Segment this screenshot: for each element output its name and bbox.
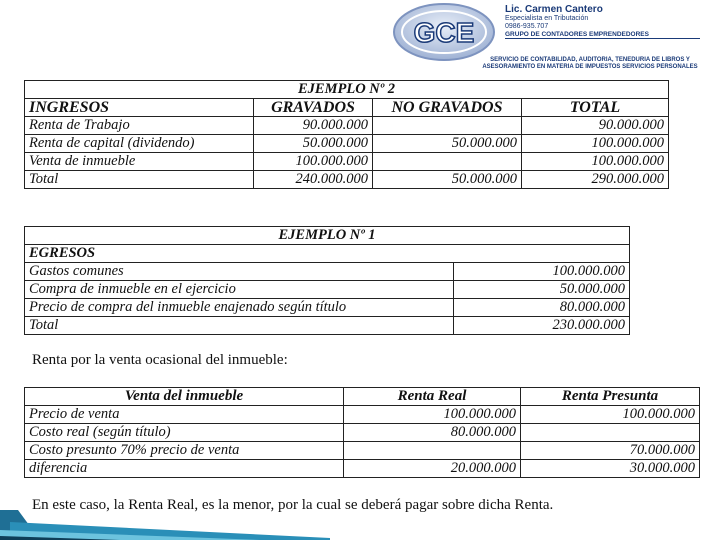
cell-value: 50.000.000	[254, 135, 373, 153]
cell-value: 90.000.000	[522, 117, 669, 135]
col-ingresos: INGRESOS	[25, 99, 254, 117]
table-row	[25, 424, 700, 442]
cell-value: 240.000.000	[254, 171, 373, 189]
cell-value	[521, 424, 700, 442]
col-venta-inmueble: Venta del inmueble	[25, 388, 344, 406]
cell-value: 100.000.000	[522, 135, 669, 153]
table-row	[25, 442, 700, 460]
contact-block	[505, 4, 720, 39]
table-row	[25, 117, 669, 135]
contact-name: Lic. Carmen Cantero	[505, 4, 603, 15]
row-label: Venta de inmueble	[25, 153, 254, 171]
table-row	[25, 135, 669, 153]
logo-text: GCE	[413, 17, 475, 48]
gce-logo	[392, 2, 502, 62]
cell-value: 90.000.000	[254, 117, 373, 135]
table-row	[25, 281, 630, 299]
cell-value: 230.000.000	[454, 317, 630, 335]
cell-value: 100.000.000	[454, 263, 630, 281]
cell-value: 100.000.000	[522, 153, 669, 171]
cell-value: 50.000.000	[373, 135, 522, 153]
row-label: Renta de Trabajo	[25, 117, 254, 135]
table-row-total	[25, 317, 630, 335]
ejemplo-1-table	[24, 226, 630, 335]
row-label: Costo presunto 70% precio de venta	[25, 442, 344, 460]
row-label: Costo real (según título)	[25, 424, 344, 442]
conclusion-text: En este caso, la Renta Real, es la menor, por la cual se deberá pagar sobre dicha Renta.	[32, 497, 554, 513]
table-row-total	[25, 171, 669, 189]
row-label: Precio de venta	[25, 406, 344, 424]
cell-value: 100.000.000	[344, 406, 521, 424]
table-row	[25, 406, 700, 424]
ejemplo-1-title: EJEMPLO Nº 1	[25, 227, 630, 245]
row-label: Total	[25, 171, 254, 189]
cell-value: 100.000.000	[254, 153, 373, 171]
contact-services: SERVICIO DE CONTABILIDAD, AUDITORIA, TENEDURIA DE LIBROS Y ASESORAMIENTO EN MATERIA DE IMPUESTOS SERVICIOS PERSONALES	[482, 57, 698, 70]
contact-phone: 0986-935.707	[505, 23, 549, 30]
cell-value: 80.000.000	[344, 424, 521, 442]
contact-group: GRUPO DE CONTADORES EMPRENDEDORES	[505, 31, 700, 39]
cell-value	[373, 153, 522, 171]
venta-caption: Renta por la venta ocasional del inmueble:	[32, 352, 288, 368]
col-no-gravados: NO GRAVADOS	[373, 99, 522, 117]
col-total: TOTAL	[522, 99, 669, 117]
row-label: Total	[25, 317, 454, 335]
row-label: Renta de capital (dividendo)	[25, 135, 254, 153]
cell-value	[373, 117, 522, 135]
row-label: Gastos comunes	[25, 263, 454, 281]
cell-value: 80.000.000	[454, 299, 630, 317]
cell-value: 70.000.000	[521, 442, 700, 460]
contact-subtitle: Especialista en Tributación	[505, 15, 589, 22]
cell-value: 290.000.000	[522, 171, 669, 189]
cell-value: 50.000.000	[454, 281, 630, 299]
row-label: Precio de compra del inmueble enajenado según título	[25, 299, 454, 317]
row-label: diferencia	[25, 460, 344, 478]
cell-value: 20.000.000	[344, 460, 521, 478]
venta-inmueble-table	[24, 387, 700, 478]
decorative-swoosh	[0, 510, 330, 540]
table-row	[25, 263, 630, 281]
table-row	[25, 153, 669, 171]
egresos-heading: EGRESOS	[25, 245, 630, 263]
col-renta-presunta: Renta Presunta	[521, 388, 700, 406]
cell-value	[344, 442, 521, 460]
table-row	[25, 299, 630, 317]
ejemplo-2-table	[24, 80, 669, 189]
col-gravados: GRAVADOS	[254, 99, 373, 117]
cell-value: 50.000.000	[373, 171, 522, 189]
table-row	[25, 460, 700, 478]
col-renta-real: Renta Real	[344, 388, 521, 406]
cell-value: 30.000.000	[521, 460, 700, 478]
ejemplo-2-title: EJEMPLO Nº 2	[25, 81, 669, 99]
row-label: Compra de inmueble en el ejercicio	[25, 281, 454, 299]
cell-value: 100.000.000	[521, 406, 700, 424]
